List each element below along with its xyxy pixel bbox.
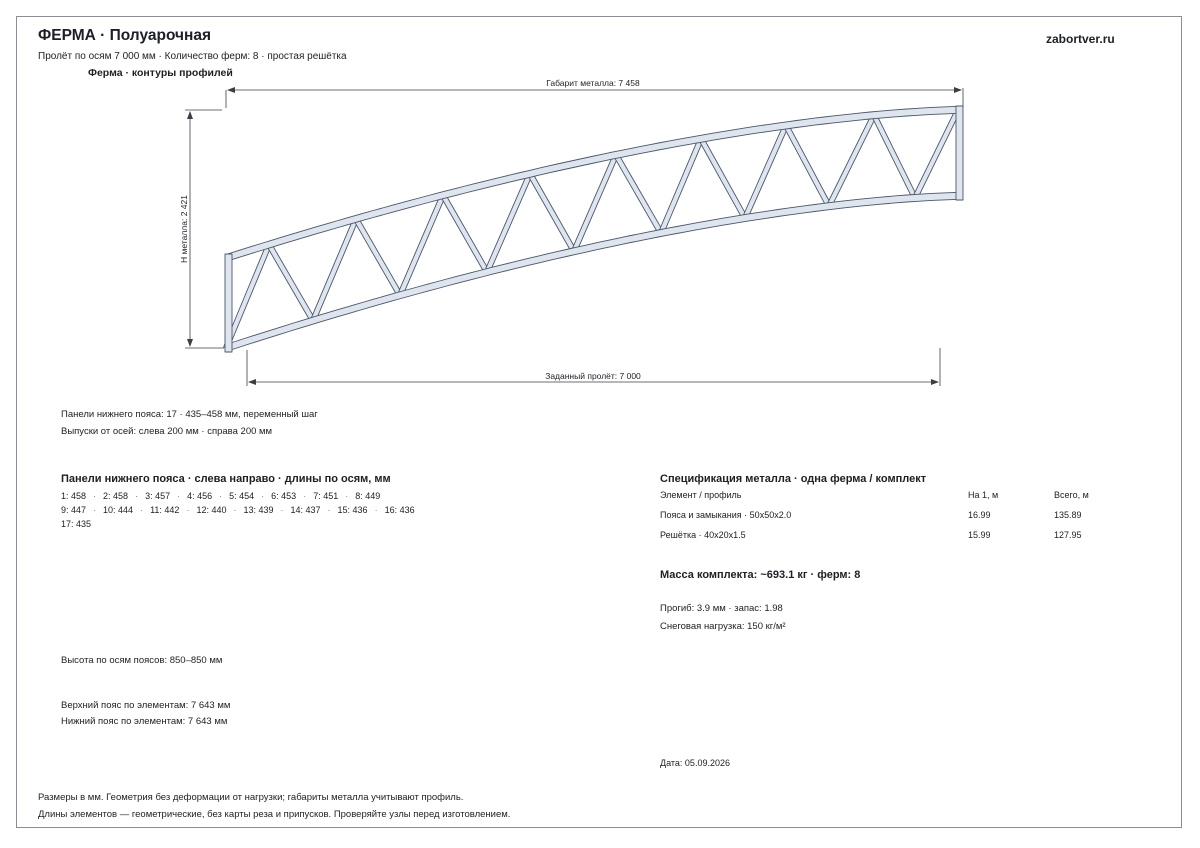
web-diagonal — [699, 138, 748, 220]
panel-length: 16: 436 — [384, 505, 415, 515]
dimension-span — [247, 348, 940, 386]
spec-cell-element: Решётка · 40x20x1.5 — [660, 530, 746, 540]
panel-length: 11: 442 — [150, 505, 180, 515]
panel-length: 4: 456 — [187, 491, 213, 501]
snow-load-note: Снеговая нагрузка: 150 кг/м² — [660, 621, 786, 632]
web-diagonal — [743, 124, 789, 219]
web-diagonal — [614, 154, 664, 235]
spec-cell-total: 135.89 — [1054, 510, 1082, 520]
panel-separator: · — [303, 491, 307, 501]
spec-row — [660, 530, 1100, 550]
footer-note-1: Размеры в мм. Геометрия без деформации от нагрузки; габариты металла учитывают профиль. — [38, 792, 464, 803]
footer-note-2: Длины элементов — геометрические, без карты реза и припусков. Проверяйте узлы перед изготовлением. — [38, 809, 511, 820]
spec-table — [660, 490, 1100, 550]
panel-separator: · — [374, 505, 378, 515]
sheet-subtitle: Пролёт по осям 7 000 мм · Количество ферм: 8 · простая решётка — [38, 51, 347, 62]
overhangs-note: Выпуски от осей: слева 200 мм · справа 200 мм — [61, 426, 273, 437]
panel-length: 15: 436 — [337, 505, 368, 515]
web-diagonal — [485, 173, 533, 273]
panel-length: 1: 458 — [61, 491, 87, 501]
web-diagonal — [354, 218, 403, 297]
height-label: H металла: 2 421 — [179, 195, 189, 263]
panel-separator: · — [93, 505, 97, 515]
panel-separator: · — [233, 505, 237, 515]
drawing-title: Ферма · контуры профилей — [88, 67, 233, 79]
overall-width-label: Габарит металла: 7 458 — [546, 78, 640, 88]
panel-separator: · — [327, 505, 331, 515]
panel-length: 9: 447 — [61, 505, 87, 515]
panels-table — [61, 489, 415, 531]
left-end-post — [225, 254, 232, 352]
panel-length: 5: 454 — [229, 491, 255, 501]
panel-length: 12: 440 — [196, 505, 227, 515]
top-chord — [226, 107, 962, 262]
spec-cell-total: 127.95 — [1054, 530, 1082, 540]
web-diagonal — [528, 173, 577, 253]
panel-length: 13: 439 — [243, 505, 274, 515]
spec-col-element: Элемент / профиль — [660, 490, 742, 500]
spec-cell-per-one: 15.99 — [968, 530, 991, 540]
panel-separator: · — [177, 491, 181, 501]
web-diagonal — [872, 114, 918, 199]
web-diagonal — [659, 138, 704, 234]
panel-length: 14: 437 — [290, 505, 321, 515]
panel-length: 10: 444 — [103, 505, 134, 515]
panel-separator: · — [345, 491, 349, 501]
sheet-title: ФЕРМА · Полуарочная — [38, 27, 212, 44]
panel-separator: · — [93, 491, 97, 501]
deflection-note: Прогиб: 3.9 мм · запас: 1.98 — [660, 603, 783, 614]
spec-col-per-one: На 1, м — [968, 490, 999, 500]
dimension-height — [179, 110, 224, 348]
panels-row — [61, 489, 415, 503]
panel-length: 3: 457 — [145, 491, 171, 501]
span-label: Заданный пролёт: 7 000 — [545, 371, 641, 381]
spec-col-total: Всего, м — [1054, 490, 1089, 500]
bottom-chord-total: Нижний пояс по элементам: 7 643 мм — [61, 716, 228, 727]
web-diagonal — [572, 154, 619, 252]
web-diagonal — [827, 114, 877, 207]
panel-length: 17: 435 — [61, 519, 92, 529]
panel-separator: · — [280, 505, 284, 515]
web-diagonal — [913, 109, 961, 199]
panel-length: 8: 449 — [355, 491, 381, 501]
issue-date: Дата: 05.09.2026 — [660, 758, 730, 768]
panel-separator: · — [186, 505, 190, 515]
axis-height-note: Высота по осям поясов: 850–850 мм — [61, 655, 223, 666]
kit-mass: Масса комплекта: ~693.1 кг · ферм: 8 — [660, 569, 861, 581]
panel-length: 6: 453 — [271, 491, 297, 501]
top-chord-total: Верхний пояс по элементам: 7 643 мм — [61, 700, 231, 711]
dimension-overall-width — [226, 78, 963, 108]
spec-cell-per-one: 16.99 — [968, 510, 991, 520]
panel-separator: · — [261, 491, 265, 501]
spec-header-row — [660, 490, 1100, 510]
site-link[interactable]: zabortver.ru — [1046, 32, 1115, 46]
web-diagonal — [441, 194, 490, 274]
spec-row — [660, 510, 1100, 530]
panel-length: 2: 458 — [103, 491, 129, 501]
panels-row — [61, 503, 415, 517]
panel-separator: · — [219, 491, 223, 501]
panel-separator: · — [140, 505, 144, 515]
right-end-post — [956, 106, 963, 200]
panels-summary: Панели нижнего пояса: 17 · 435–458 мм, переменный шаг — [61, 409, 318, 420]
web-diagonal — [784, 124, 832, 207]
spec-title: Спецификация металла · одна ферма / комплект — [660, 473, 927, 485]
panel-length: 7: 451 — [313, 491, 339, 501]
panel-separator: · — [135, 491, 139, 501]
spec-cell-element: Пояса и замыкания · 50x50x2.0 — [660, 510, 792, 520]
truss-outline — [224, 106, 963, 352]
panels-row — [61, 517, 415, 531]
panels-title: Панели нижнего пояса · слева направо · длины по осям, мм — [61, 473, 391, 485]
web-diagonal — [267, 243, 316, 322]
